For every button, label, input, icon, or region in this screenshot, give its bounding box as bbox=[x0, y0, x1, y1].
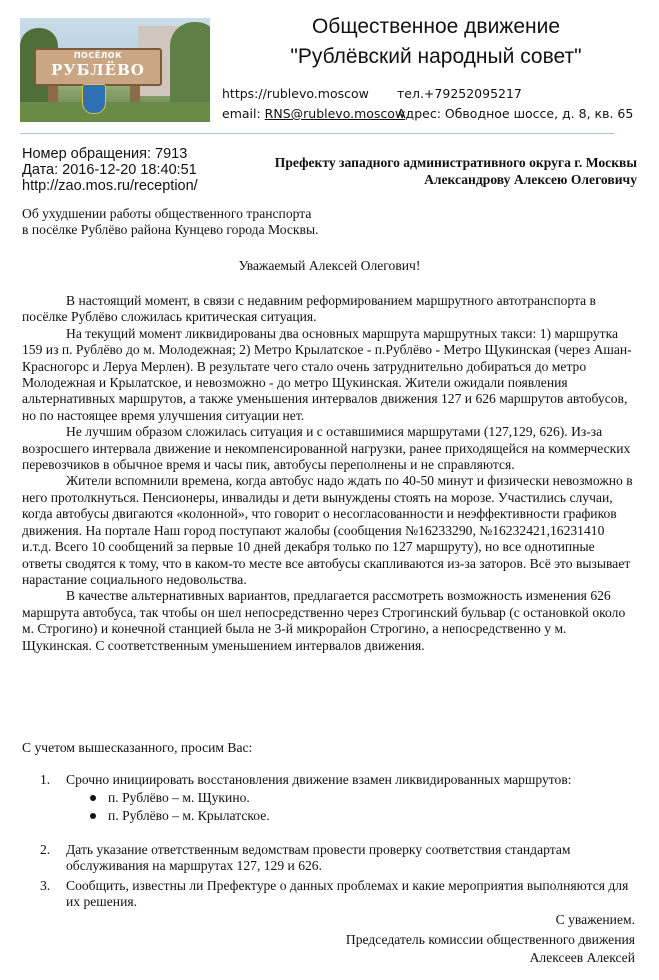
request-text: Сообщить, известны ли Префектуре о данных проблемах и какие мероприятия выполняются для их решения. bbox=[66, 878, 629, 910]
bullet-text: п. Рублёво – м. Крылатское. bbox=[108, 808, 270, 823]
bullet-text: п. Рублёво – м. Щукино. bbox=[108, 790, 250, 805]
request-number: 3. bbox=[40, 878, 51, 893]
body-paragraph: На текущий момент ликвидированы два основных маршрута маршрутных такси: 1) маршрутка 159 из п. Рублёво до м. Молодежная; 2) Метро Крылатское - п.Рублёво - Метро Щукинская (через Ашан-Красногорс и Леруа Мерлен). В результате чего стало очень затруднительно добираться до метро Молодежная и Крылатское, и невозможно - до метро Щукинская. Жители ожидали появления альтернативных маршрутов, а также уменьшения интервалов движения 127 и 626 маршрутов автобусов, но по настоящее время улучшения ситуации нет. bbox=[22, 325, 632, 423]
letter-body bbox=[22, 293, 634, 654]
request-number: 2. bbox=[40, 842, 51, 857]
request-intro: С учетом вышесказанного, просим Вас: bbox=[22, 740, 253, 755]
phone-text: тел.+79252095217 bbox=[397, 86, 522, 101]
header-logo-photo bbox=[20, 18, 210, 122]
organization-title-line2: "Рублёвский народный совет" bbox=[290, 45, 582, 68]
address-text: Адрес: Обводное шоссе, д. 8, кв. 65 bbox=[397, 106, 634, 121]
signatory-position: Председатель комиссии общественного движения bbox=[345, 932, 635, 947]
letter-subject bbox=[22, 206, 318, 239]
header-divider bbox=[20, 133, 614, 134]
request-bullet bbox=[90, 808, 270, 824]
body-paragraph: В качестве альтернативных вариантов, предлагается рассмотреть возможность изменения 626 маршрута автобуса, так чтобы он шел непосредственно через Строгинский бульвар (с остановкой около м. Строгино) и конечной станцией была не 3-й микрорайон Строгино, а непосредственно у м. Щукинская. С соответственным уменьшением интервалов движения. bbox=[22, 588, 626, 653]
closing-regards: С уважением. bbox=[555, 912, 635, 927]
request-text: Срочно инициировать восстановления движение взамен ликвидированных маршрутов: bbox=[66, 772, 572, 787]
organization-title-line1: Общественное движение bbox=[311, 15, 561, 38]
request-text: Дать указание ответственным ведомствам провести проверку соответствия стандартам обслуживания на маршрутах 127, 129 и 626. bbox=[66, 842, 571, 874]
logo-bushes bbox=[20, 102, 210, 122]
greeting: Уважаемый Алексей Олегович! bbox=[238, 258, 421, 273]
request-number: 1. bbox=[40, 772, 51, 787]
coat-of-arms-icon bbox=[82, 84, 106, 114]
body-paragraph: Жители вспомнили времена, когда автобус надо ждать по 40-50 минут и физически невозможно в него протолкнуться. Пенсионеры, инвалиды и дети вынуждены стоять на морозе. Участились случаи, когда автобусы двигаются «колонной», что говорит о несогласованности и неэффективности графиков движения. На портале Наш город поступают жалобы (сообщения №16233290, №16232421,16231410 и.т.д. Всего 10 сообщений за первые 10 дней декабря только по 127 маршруту), но все однотипные ответы сводятся к тому, что в каком-то месте все автобусы скапливаются из-за заторов. Всё это вызывает нарастание социального недовольства. bbox=[22, 473, 633, 587]
email-link[interactable]: RNS@rublevo.moscow bbox=[264, 106, 406, 121]
organization-title bbox=[226, 12, 646, 72]
subject-line2: в посёлке Рублёво района Кунцево города Москвы. bbox=[22, 222, 319, 238]
request-bullet bbox=[90, 790, 250, 806]
appeal-number: Номер обращения: 7913 bbox=[22, 146, 188, 162]
bullet-icon bbox=[90, 795, 96, 801]
appeal-date: Дата: 2016-12-20 18:40:51 bbox=[22, 162, 197, 178]
logo-village-sign bbox=[34, 48, 162, 86]
email-row bbox=[222, 106, 405, 121]
bullet-icon bbox=[90, 813, 96, 819]
email-label: email: bbox=[222, 106, 261, 121]
logo-sign-main-text: РУБЛЁВО bbox=[51, 61, 145, 79]
subject-line1: Об ухудшении работы общественного транспорта bbox=[22, 206, 312, 221]
website-link[interactable]: https://rublevo.moscow bbox=[222, 86, 369, 101]
body-paragraph: В настоящий момент, в связи с недавним реформированием маршрутного автотранспорта в посёлке Рублёво сложилась критическая ситуация. bbox=[22, 293, 596, 325]
reception-url[interactable]: http://zao.mos.ru/reception/ bbox=[22, 178, 198, 194]
addressee-line2: Александрову Алексею Олеговичу bbox=[424, 172, 637, 187]
logo-sign-top-text: ПОСЁЛОК bbox=[73, 51, 123, 60]
body-paragraph: Не лучшим образом сложилась ситуация и с оставшимися маршрутами (127,129, 626). Из-за возросшего интервала движение и некомпенсированной нагрузки, ранее приходящейся на коммерческих перевозчиков в обычное время и часы пик, автобусы переполнены и не справляются. bbox=[22, 424, 631, 473]
signatory-name: Алексеев Алексей bbox=[529, 950, 635, 965]
addressee-line1: Префекту западного административного округа г. Москвы bbox=[274, 155, 637, 170]
